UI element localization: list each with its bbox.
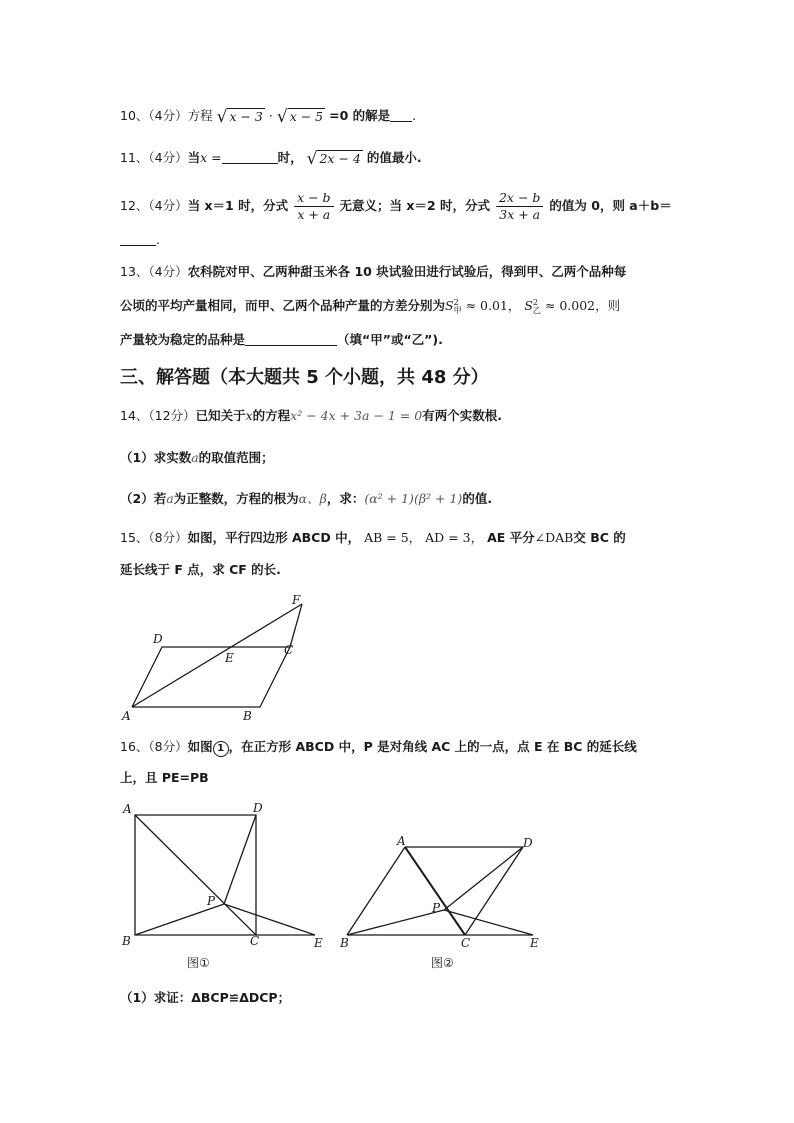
question-13: [120, 262, 626, 282]
label-a: A: [122, 709, 131, 723]
question-text: 当: [187, 150, 201, 165]
question-number: 12、: [120, 198, 149, 213]
question-number: 13、: [120, 264, 149, 279]
segment-bp: [135, 904, 224, 935]
question-text: 的值最小.: [366, 150, 422, 165]
figure-2-caption: 图②: [431, 956, 454, 970]
question-number: 15、: [120, 530, 149, 545]
diagonal-ac: [405, 847, 465, 935]
answer-blank[interactable]: [245, 331, 337, 346]
label-a: A: [397, 834, 406, 848]
question-number: 14、: [120, 408, 149, 423]
question-15: 15、（8分）如图，平行四边形 ABCD 中， AB = 5， AD = 3， AE 平分∠DAB交 BC 的: [120, 530, 626, 545]
label-p: P: [207, 894, 216, 908]
question-text: （填“甲”或“乙”).: [337, 332, 443, 347]
segment-pd: [444, 847, 523, 910]
question-number: 16、: [120, 739, 149, 754]
question-16: 16、（8分）如图 1 ，在正方形 ABCD 中，P 是对角线 AC 上的一点，点 E 在 BC 的延长线: [120, 737, 637, 757]
question-score: （12分）: [148, 408, 196, 423]
question-text: 已知关于: [195, 408, 246, 423]
label-b: B: [243, 709, 252, 723]
figure-1-square: [115, 795, 335, 975]
parallelogram-figure: [115, 592, 315, 727]
label-d: D: [153, 632, 163, 646]
section-heading: 三、解答题（本大题共 5 个小题，共 48 分）: [120, 367, 489, 388]
question-11: 11、（4分）当x = 时， √ 2x − 4 的值最小.: [120, 148, 422, 169]
sqrt-expression: √ 2x − 4: [306, 148, 361, 169]
question-text: 公顷的平均产量相同，而甲、乙两个品种产量的方差分别为: [120, 298, 446, 313]
question-text: 时，: [277, 150, 303, 165]
question-16-line-2: [120, 768, 209, 788]
question-text: （1）求证：ΔBCP≌ΔDCP；: [120, 990, 291, 1005]
question-text: 产量较为稳定的品种是: [120, 332, 246, 347]
question-text: 方程: [187, 108, 213, 123]
question-14: 14、（12分）已知关于x的方程x² − 4x + 3a − 1 = 0有两个实数根.: [120, 408, 502, 423]
question-15-line-2: [120, 560, 281, 580]
diagonal-ac: [135, 815, 256, 935]
answer-blank[interactable]: [222, 149, 278, 164]
question-13-line-3: [120, 330, 443, 350]
fraction-1: $\frac{x - b}{x + a}$: [294, 190, 333, 223]
label-a: A: [123, 802, 132, 816]
question-14-part-2: （2）若a为正整数，方程的根为α、β，求：(α² + 1)(β² + 1)的值.: [120, 491, 493, 506]
equation: x² − 4x + 3a − 1 = 0: [290, 408, 423, 423]
question-14-part-1: （1）求实数a的取值范围；: [120, 450, 274, 465]
question-text: 如图，平行四边形 ABCD 中，: [187, 530, 361, 545]
question-number: 11、: [120, 150, 149, 165]
label-e: E: [530, 936, 539, 950]
label-f: F: [292, 593, 301, 607]
question-text: =0 的解是: [329, 108, 391, 123]
label-d: D: [523, 836, 533, 850]
question-text: 的值为 0，则 a＋b＝: [549, 198, 672, 213]
sqrt-expression: √ x − 5: [276, 106, 324, 127]
fraction-2: $\frac{2x - b}{3x + a}$: [496, 190, 543, 223]
question-13-line-2: 公顷的平均产量相同，而甲、乙两个品种产量的方差分别为S 2 甲 ≈ 0.01， S 2 乙 ≈ 0.002，则: [120, 297, 621, 315]
label-c: C: [461, 936, 471, 950]
question-text: ，在正方形 ABCD 中，P 是对角线 AC 上的一点，点 E 在 BC 的延长线: [228, 739, 637, 754]
question-text: 农科院对甲、乙两种甜玉米各 10 块试验田进行试验后，得到甲、乙两个品种每: [187, 264, 627, 279]
label-b: B: [122, 934, 131, 948]
side-dc: [465, 847, 523, 935]
question-text: 延长线于 F 点，求 CF 的长.: [120, 562, 281, 577]
question-12: [120, 190, 672, 223]
segment-pd: [224, 815, 256, 904]
question-number: 10、: [120, 108, 149, 123]
question-10: 10、（4分）方程 √ x − 3 · √ x − 5 =0 的解是 .: [120, 106, 417, 127]
question-score: （8分）: [148, 739, 188, 754]
question-16-part-1: [120, 988, 290, 1008]
answer-blank[interactable]: [390, 107, 412, 122]
figure-2-rhombus: [335, 825, 555, 975]
sqrt-expression: √ x − 3: [216, 106, 263, 127]
segment-pe: [224, 904, 315, 935]
label-b: B: [340, 936, 349, 950]
question-text: 上，且 PE=PB: [120, 770, 209, 785]
question-text: 当 x＝1 时，分式: [187, 198, 289, 213]
label-e: E: [314, 936, 323, 950]
label-p: P: [432, 901, 441, 915]
answer-blank[interactable]: [120, 231, 156, 246]
label-d: D: [253, 801, 263, 815]
label-c: C: [250, 934, 260, 948]
question-score: （8分）: [148, 530, 188, 545]
question-12-continued: .: [120, 230, 160, 250]
figure-reference: 1: [213, 741, 229, 757]
question-score: （4分）: [148, 198, 188, 213]
question-score: （4分）: [148, 264, 188, 279]
question-text: 的方程: [252, 408, 291, 423]
label-e: E: [225, 651, 234, 665]
question-text: 有两个实数根.: [422, 408, 502, 423]
parallelogram-abcd: [132, 647, 290, 707]
figure-1-caption: 图①: [187, 956, 210, 970]
question-text: 无意义；当 x＝2 时，分式: [339, 198, 490, 213]
label-c: C: [284, 643, 294, 657]
question-score: （4分）: [148, 150, 188, 165]
question-score: （4分）: [148, 108, 188, 123]
